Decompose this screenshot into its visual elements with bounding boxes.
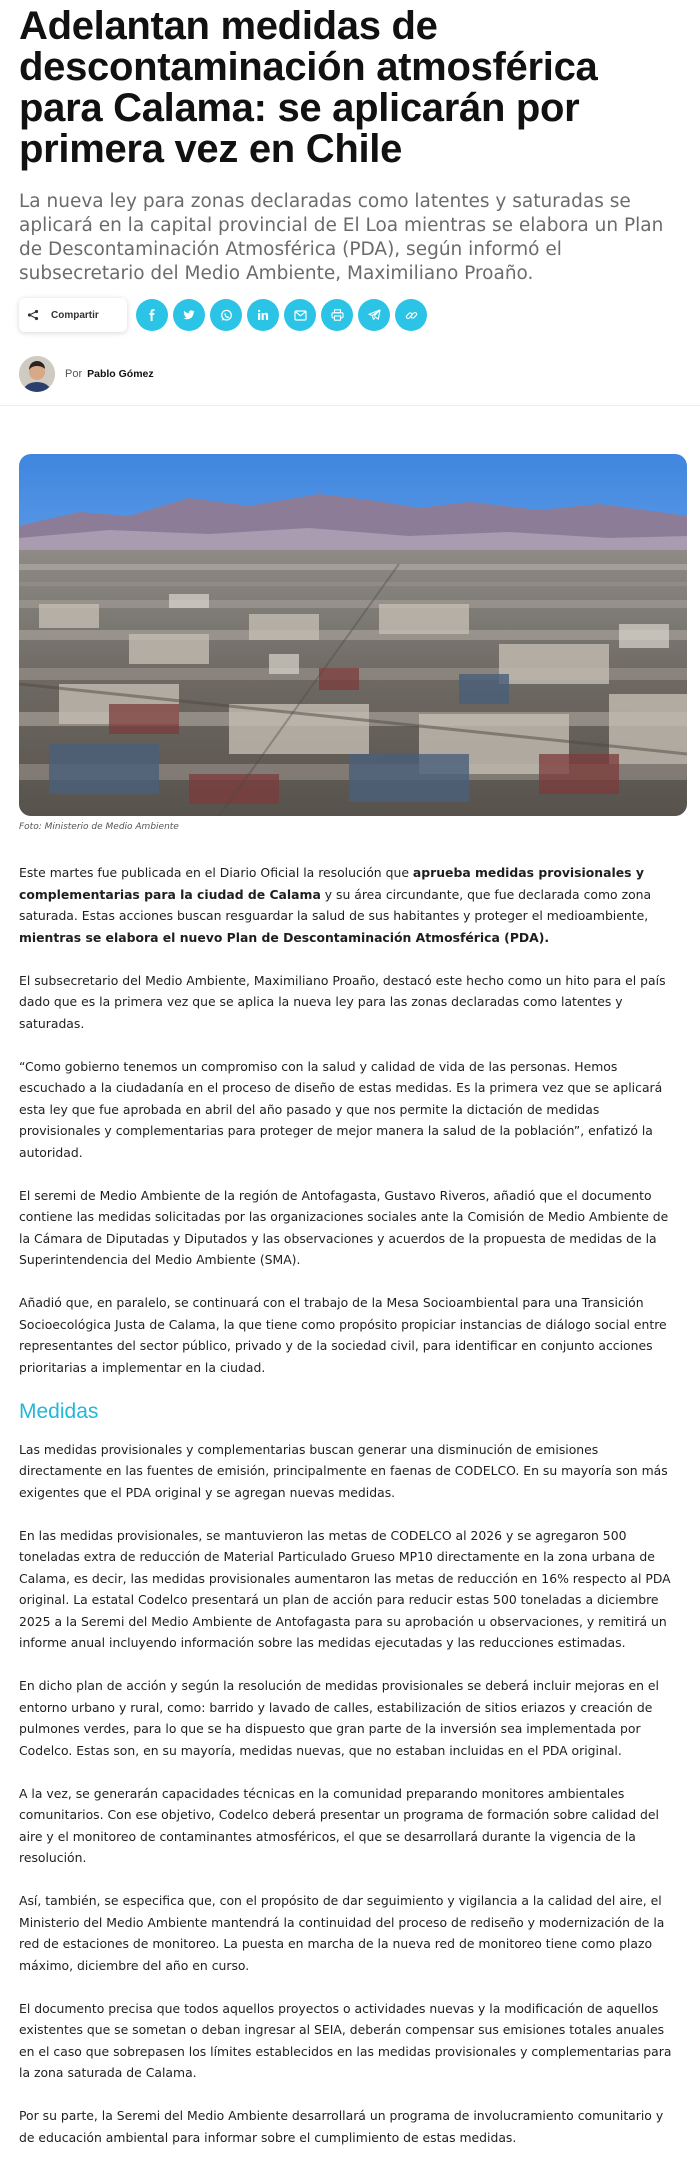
article-lead: La nueva ley para zonas declaradas como latentes y saturadas se aplicará en la capital provincial de El Loa mientras se elabora un Plan de Descontaminación Atmosférica (PDA), según informó el subsecretario del Medio Ambiente, Maximiliano Proaño.	[19, 191, 664, 284]
twitter-icon[interactable]	[173, 299, 205, 331]
article-body	[19, 862, 681, 2148]
paragraph: Así, también, se especifica que, con el propósito de dar seguimiento y vigilancia a la calidad del aire, el Ministerio del Medio Ambiente mantendrá la continuidad del proceso de rediseño y modernización de la red de estaciones de monitoreo. La puesta en marcha de la nueva red de monitoreo tiene como plazo máximo, diciembre del año en curso.	[19, 1893, 665, 1973]
city-aerial-photo	[19, 454, 687, 816]
article-title: Adelantan medidas de descontaminación atmosférica para Calama: se aplicarán por primera vez en Chile	[19, 4, 598, 171]
paragraph: En dicho plan de acción y según la resolución de medidas provisionales se deberá incluir mejoras en el entorno urbano y rural, como: barrido y lavado de calles, estabilización de sitios eriazos y creación de pulmones verdes, para lo que se ha dispuesto que gran parte de la inversión sea implementada por Codelco. Estas son, en su mayoría, medidas nuevas, que no estaban incluidas en el PDA original.	[19, 1678, 659, 1758]
paragraph: Las medidas provisionales y complementarias buscan generar una disminución de emisiones directamente en las fuentes de emisión, principalmente en faenas de CODELCO. En su mayoría son más exigentes que el PDA original y se agregan nuevas medidas.	[19, 1441, 668, 1500]
paragraph: El subsecretario del Medio Ambiente, Maximiliano Proaño, destacó este hecho como un hito para el país dado que es la primera vez que se aplica la nueva ley para las zonas declaradas como latentes y saturadas.	[19, 972, 666, 1031]
hero-image	[19, 454, 687, 816]
paragraph: Por su parte, la Seremi del Medio Ambiente desarrollará un programa de involucramiento comunitario y de educación ambiental para informar sobre el cumplimiento de estas medidas.	[19, 2108, 664, 2145]
article-container	[0, 0, 700, 394]
avatar[interactable]	[19, 356, 55, 392]
bold-text: mientras se elabora el nuevo Plan de Descontaminación Atmosférica (PDA).	[19, 929, 550, 945]
paragraph: El seremi de Medio Ambiente de la región de Antofagasta, Gustavo Riveros, añadió que el documento contiene las medidas solicitadas por las organizaciones sociales ante la Comisión de Medio Ambiente de la Cámara de Diputadas y Diputados y las observaciones y acuerdos de la propuesta de medidas de la Superintendencia del Medio Ambiente (SMA).	[19, 1187, 669, 1267]
linkedin-icon[interactable]	[247, 299, 279, 331]
paragraph: A la vez, se generarán capacidades técnicas en la comunidad preparando monitores ambientales comunitarios. Con ese objetivo, Codelco deberá presentar un programa de formación sobre calidad del aire y el monitoreo de contaminantes atmosféricos, el que se desarrollará durante la vigencia de la resolución.	[19, 1785, 659, 1865]
section-heading: Medidas	[19, 1399, 99, 1423]
author-name[interactable]: Pablo Gómez	[87, 368, 154, 380]
author-prefix: Por	[65, 368, 83, 380]
facebook-icon[interactable]	[136, 299, 168, 331]
mail-icon[interactable]	[284, 299, 316, 331]
paragraph: El documento precisa que todos aquellos proyectos o actividades nuevas y la modificación de aquellos existentes que se sometan o deban ingresar al SEIA, deberán compensar sus emisiones totales anuales en el caso que sobrepasen los límites establecidos en las medidas provisionales y complementarias para la zona saturada de Calama.	[19, 2000, 672, 2080]
author-block	[19, 354, 681, 394]
share-icon	[27, 309, 39, 321]
paragraph: En las medidas provisionales, se mantuvieron las metas de CODELCO al 2026 y se agregaron 500 toneladas extra de reducción de Material Particulado Grueso MP10 directamente en la zona urbana de Calama, es decir, las medidas provisionales aumentaron las metas de reducción en 16% respecto al PDA original. La estatal Codelco presentará un plan de acción para reducir estas 500 toneladas a diciembre 2025 a la Seremi del Medio Ambiente de Antofagasta para su aprobación u observaciones, y remitirá un informe anual incluyendo información sobre las medidas ejecutadas y las reducciones estimadas.	[19, 1527, 671, 1650]
whatsapp-icon[interactable]	[210, 299, 242, 331]
text-span: y su área circundante, que fue declarada como zona saturada. Estas acciones buscan resguardar la salud de sus habitantes y proteger el medioambiente,	[19, 886, 652, 923]
share-label: Compartir	[51, 309, 99, 321]
text-span: Este martes fue publicada en el Diario Oficial la resolución que	[19, 865, 413, 880]
bold-text: aprueba medidas provisionales y complementarias para la ciudad de Calama	[19, 865, 644, 902]
quote-paragraph: “Como gobierno tenemos un compromiso con la salud y calidad de vida de las personas. Hemos escuchado a la ciudadanía en el proceso de diseño de estas medidas. Es la primera vez que se aplicará esta ley que fue aprobada en abril del año pasado y que nos permite la dictación de medidas provisionales y complementarias para proteger de mejor manera la salud de la población”, enfatizó la autoridad.	[19, 1058, 663, 1160]
telegram-icon[interactable]	[358, 299, 390, 331]
paragraph: Añadió que, en paralelo, se continuará con el trabajo de la Mesa Socioambiental para una Transición Socioecológica Justa de Calama, la que tiene como propósito propiciar instancias de diálogo social entre representantes del sector público, privado y de la sociedad civil, para identificar en conjunto acciones prioritarias a implementar en la ciudad.	[19, 1295, 667, 1375]
share-button[interactable]	[19, 298, 127, 332]
header-divider	[0, 405, 700, 406]
share-bar	[19, 298, 681, 332]
paragraph	[19, 862, 681, 948]
print-icon[interactable]	[321, 299, 353, 331]
image-caption: Foto: Ministerio de Medio Ambiente	[19, 822, 179, 832]
link-icon[interactable]	[395, 299, 427, 331]
content-container	[0, 454, 700, 2148]
